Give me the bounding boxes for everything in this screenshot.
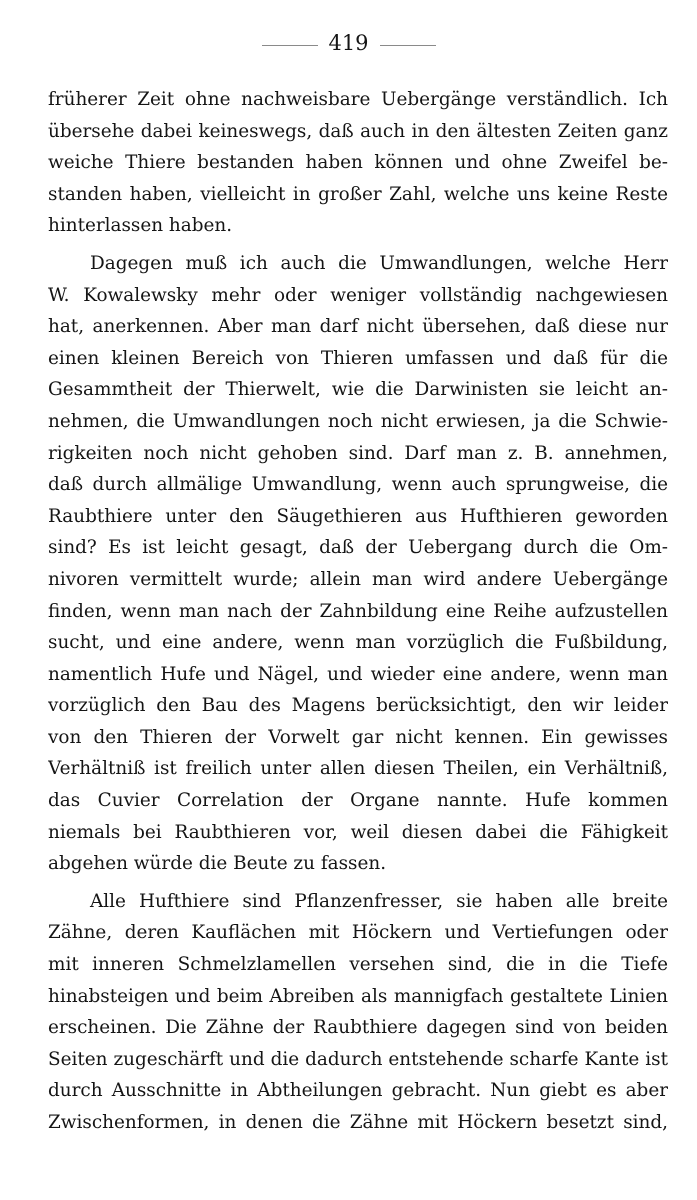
text-line: finden, wenn man nach der Zahnbildung eine Reihe aufzustellen [48,600,668,622]
text-line: nehmen, die Umwandlungen noch nicht erwiesen, ja die Schwie- [48,410,668,432]
paragraph-1 [48,84,668,242]
text-line: weiche Thiere bestanden haben können und ohne Zweifel be- [48,152,668,174]
page-header [0,28,697,58]
text-line: Zwischenformen, in denen die Zähne mit Höckern besetzt sind, [48,1112,668,1133]
text-line: hinterlassen haben. [48,215,233,237]
text-line: namentlich Hufe und Nägel, und wieder eine andere, wenn man [48,663,668,685]
text-line: Alle Hufthiere sind Pflanzenfresser, sie haben alle breite [90,890,668,912]
text-line: Seiten zugeschärft und die dadurch entstehende scharfe Kante ist [48,1048,668,1070]
text-line: einen kleinen Bereich von Thieren umfassen und daß für die [48,347,668,369]
text-line: niemals bei Raubthieren vor, weil diesen dabei die Fähigkeit [48,821,668,843]
text-line: hinabsteigen und beim Abreiben als mannigfach gestaltete Linien [48,985,668,1007]
paragraph-3 [48,886,668,1139]
text-line: nivoren vermittelt wurde; allein man wird andere Uebergänge [48,568,668,590]
text-line: standen haben, vielleicht in großer Zahl, welche uns keine Reste [48,183,668,205]
paragraph-2 [48,248,668,880]
text-line: erscheinen. Die Zähne der Raubthiere dagegen sind von beiden [48,1017,668,1039]
text-line: durch Ausschnitte in Abtheilungen gebracht. Nun giebt es aber [48,1080,668,1102]
body-text [48,84,668,1139]
text-line: rigkeiten noch nicht gehoben sind. Darf man z. B. annehmen, [48,442,668,464]
text-line: früherer Zeit ohne nachweisbare Uebergänge verständlich. Ich [48,89,668,110]
text-line: vorzüglich den Bau des Magens berücksichtigt, den wir leider [48,695,668,717]
text-line: abgehen würde die Beute zu fassen. [48,853,387,875]
text-line: Zähne, deren Kauflächen mit Höckern und Vertiefungen oder [48,922,668,944]
text-line: Dagegen muß ich auch die Umwandlungen, welche Herr [90,252,668,274]
text-line: Raubthiere unter den Säugethieren aus Hufthieren geworden [48,505,668,527]
text-line: das Cuvier Correlation der Organe nannte. Hufe kommen [48,790,668,812]
header-rule-right [380,45,436,46]
text-line: hat, anerkennen. Aber man darf nicht übersehen, daß diese nur [48,316,668,338]
text-line: sucht, und eine andere, wenn man vorzüglich die Fußbildung, [48,632,668,654]
text-line: Verhältniß ist freilich unter allen diesen Theilen, ein Verhältniß, [48,758,668,780]
page-number: 419 [328,31,369,55]
text-line: daß durch allmälige Umwandlung, wenn auch sprungweise, die [48,474,668,496]
text-line: mit inneren Schmelzlamellen versehen sind, die in die Tiefe [48,954,668,976]
text-line: übersehe dabei keineswegs, daß auch in den ältesten Zeiten ganz [48,120,668,142]
text-line: W. Kowalewsky mehr oder weniger vollständig nachgewiesen [48,284,668,306]
text-line: von den Thieren der Vorwelt gar nicht kennen. Ein gewisses [48,726,668,748]
text-line: sind? Es ist leicht gesagt, daß der Uebergang durch die Om- [48,537,668,559]
text-line: Gesammtheit der Thierwelt, wie die Darwinisten sie leicht an- [48,379,668,401]
